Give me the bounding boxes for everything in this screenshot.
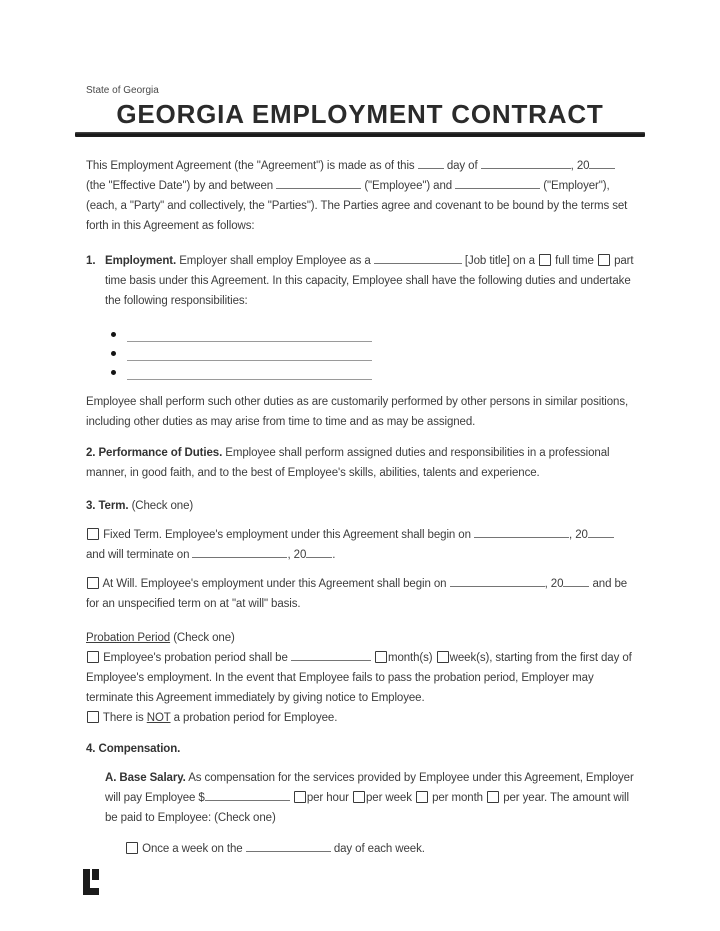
at-will-checkbox[interactable] xyxy=(87,577,99,589)
duty-blank-2[interactable] xyxy=(127,349,372,361)
intro-text-3: , 20 xyxy=(570,160,590,172)
end-year-blank[interactable] xyxy=(306,546,332,558)
fixed-term-paragraph xyxy=(86,525,634,565)
section-compensation-heading: 4. Compensation. xyxy=(86,743,181,755)
no-probation-text-2: a probation period for Employee. xyxy=(173,712,338,724)
probation-paragraph xyxy=(86,648,634,708)
per-month-checkbox[interactable] xyxy=(416,791,428,803)
employment-text-3: part time basis under this Agreement. In this capacity, Employee shall have the following duties and undertake the following responsibilities: xyxy=(105,255,634,307)
no-probation-not: NOT xyxy=(146,712,171,724)
per-year-text: per year. The amount will be paid to Employee: (Check one) xyxy=(105,792,629,824)
month-blank[interactable] xyxy=(481,157,571,169)
salary-amount-blank[interactable] xyxy=(205,789,290,801)
fixed-term-checkbox[interactable] xyxy=(87,528,99,540)
end-date-blank[interactable] xyxy=(192,546,287,558)
probation-heading: Probation Period xyxy=(86,632,171,644)
employment-paragraph xyxy=(105,251,634,311)
at-will-start-year-blank[interactable] xyxy=(563,575,589,587)
months-checkbox[interactable] xyxy=(375,651,387,663)
bullet-icon xyxy=(111,332,116,337)
duties-note-paragraph: Employee shall perform such other duties as are customarily performed by other persons in similar positions, including other duties as may arise from time to time and as may be assigned. xyxy=(86,396,629,428)
start-date-blank[interactable] xyxy=(474,526,569,538)
full-time-checkbox[interactable] xyxy=(539,254,551,266)
section-number: 1. xyxy=(86,255,96,267)
at-will-start-date-blank[interactable] xyxy=(450,575,545,587)
fixed-term-text-1: Employee's employment under this Agreement shall begin on xyxy=(164,529,471,541)
base-salary-paragraph xyxy=(105,768,634,828)
state-label: State of Georgia xyxy=(86,85,159,96)
section-employment xyxy=(86,251,634,311)
once-a-week-checkbox[interactable] xyxy=(126,842,138,854)
intro-text-1: This Employment Agreement (the "Agreement") is made as of this xyxy=(86,160,415,172)
once-a-week-line xyxy=(125,839,634,859)
at-will-text-1: Employee's employment under this Agreement shall begin on xyxy=(140,578,447,590)
per-week-label: per week xyxy=(366,792,412,804)
intro-paragraph xyxy=(86,156,634,236)
once-a-week-text-1: Once a week on the xyxy=(142,843,243,855)
payday-blank[interactable] xyxy=(246,840,331,852)
per-year-checkbox[interactable] xyxy=(487,791,499,803)
full-time-label: full time xyxy=(555,255,594,267)
employee-name-blank[interactable] xyxy=(276,177,361,189)
probation-check-one: (Check one) xyxy=(173,632,235,644)
per-hour-label: per hour xyxy=(306,792,349,804)
at-will-paragraph xyxy=(86,574,634,614)
base-salary-heading: A. Base Salary. xyxy=(105,772,186,784)
intro-text-6: ("Employer"), (each, a "Party" and collectively, the "Parties"). The Parties agree and covenant to be bound by the terms set forth in this Agreement as follows: xyxy=(86,180,628,232)
intro-text-5: ("Employee") and xyxy=(364,180,453,192)
duties-list xyxy=(111,323,634,380)
employment-text-1: Employer shall employ Employee as a xyxy=(179,255,371,267)
no-probation-text-1: There is xyxy=(102,712,144,724)
per-hour-checkbox[interactable] xyxy=(294,791,306,803)
job-title-blank[interactable] xyxy=(374,252,462,264)
probation-section xyxy=(86,628,634,728)
duty-list-item xyxy=(111,323,634,342)
probation-text-1: Employee's probation period shall be xyxy=(103,652,288,664)
duty-list-item xyxy=(111,342,634,361)
base-salary-text-1: As compensation for the services provided by Employee under this Agreement, Employer will pay Employee $ xyxy=(105,772,634,804)
no-probation-line xyxy=(86,708,634,728)
duty-blank-3[interactable] xyxy=(127,368,372,380)
at-will-text-2: , 20 xyxy=(544,578,564,590)
intro-text-4: (the "Effective Date") by and between xyxy=(86,180,274,192)
per-week-checkbox[interactable] xyxy=(353,791,365,803)
page-title: GEORGIA EMPLOYMENT CONTRACT xyxy=(116,99,604,129)
no-probation-checkbox[interactable] xyxy=(87,711,99,723)
once-a-week-text-2: day of each week. xyxy=(333,843,425,855)
at-will-text-3: and be for an unspecified term on at "at will" basis. xyxy=(86,578,628,610)
per-month-label: per month xyxy=(432,792,483,804)
bullet-icon xyxy=(111,370,116,375)
legal-templates-logo-icon xyxy=(80,869,102,895)
probation-duration-checkbox[interactable] xyxy=(87,651,99,663)
section-performance xyxy=(86,443,634,483)
fixed-term-text-4: , 20 xyxy=(287,549,307,561)
intro-text-2: day of xyxy=(446,160,478,172)
at-will-label: At Will. xyxy=(102,578,138,590)
weeks-checkbox[interactable] xyxy=(437,651,449,663)
term-check-one: (Check one) xyxy=(131,500,194,512)
part-time-checkbox[interactable] xyxy=(598,254,610,266)
fixed-term-label: Fixed Term. xyxy=(103,529,162,541)
employment-heading: Employment. xyxy=(105,255,177,267)
performance-text: Employee shall perform assigned duties and responsibilities in a professional manner, in good faith, and to the best of Employee's skills, abilities, talents and experience. xyxy=(86,447,610,479)
duty-list-item xyxy=(111,361,634,380)
term-heading: 3. Term. xyxy=(86,500,129,512)
employer-name-blank[interactable] xyxy=(455,177,540,189)
section-term-heading xyxy=(86,496,634,516)
fixed-term-text-3: and will terminate on xyxy=(86,549,190,561)
bullet-icon xyxy=(111,351,116,356)
probation-length-blank[interactable] xyxy=(291,649,371,661)
start-year-blank[interactable] xyxy=(588,526,614,538)
employment-text-2: [Job title] on a xyxy=(464,255,535,267)
title-rule xyxy=(75,132,645,137)
year-blank[interactable] xyxy=(589,157,615,169)
performance-heading: 2. Performance of Duties. xyxy=(86,447,223,459)
weeks-text: week(s), starting from the first day of Employee's employment. In the event that Employee fails to pass the probation period, Employer may terminate this Agreement immediately by giving notice to Employee. xyxy=(86,652,632,704)
months-label: month(s) xyxy=(387,652,433,664)
fixed-term-text-5: . xyxy=(332,549,336,561)
duty-blank-1[interactable] xyxy=(127,330,372,342)
day-blank[interactable] xyxy=(418,157,444,169)
probation-heading-line xyxy=(86,628,634,648)
fixed-term-text-2: , 20 xyxy=(569,529,588,541)
